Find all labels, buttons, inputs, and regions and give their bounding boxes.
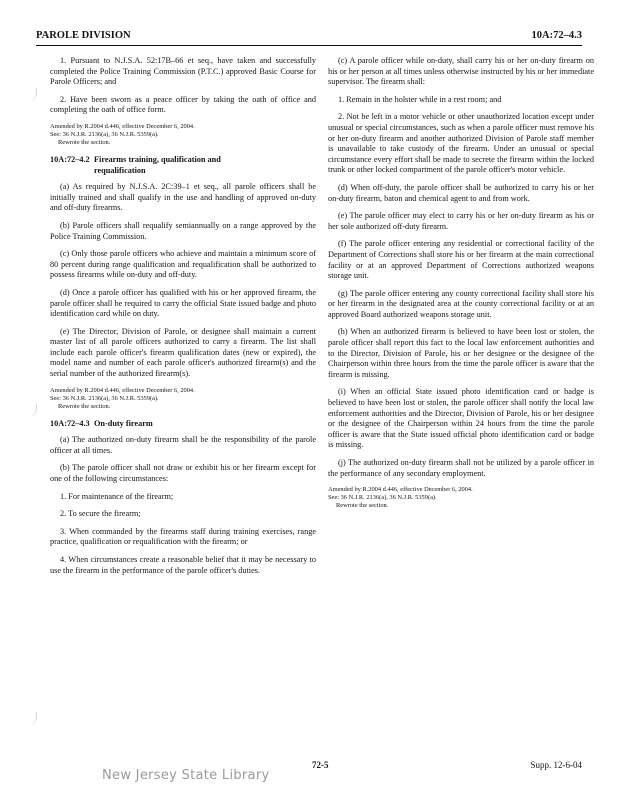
amendment-line: Amended by R.2004 d.446, effective December 6, 2004. <box>328 486 473 494</box>
list-item: 1. For maintenance of the firearm; <box>60 491 174 501</box>
paragraph: (c) A parole officer while on-duty, shall carry his or her on-duty firearm on his or her person at all times unless otherwise instructed by his or her immediate supervisor. The firearm shall: <box>328 56 594 87</box>
margin-mark <box>12 88 37 102</box>
header-section-number: 10A:72–4.3 <box>531 30 582 41</box>
library-stamp: New Jersey State Library <box>102 768 270 783</box>
supplement-date: Supp. 12-6-04 <box>530 760 582 770</box>
paragraph: (e) The Director, Division of Parole, or designee shall maintain a current master list of all parole officers authorized to carry a firearm. The list shall include each parole officer's firearm qualification dates (new or expired), the model name and number of each parole officer's authorized firearm(s) and the serial number of the authorized firearm(s). <box>50 326 316 379</box>
paragraph: (c) Only those parole officers who achieve and maintain a minimum score of 80 percent during range qualification and requalification shall be authorized to possess firearms while on-duty and off-duty. <box>50 249 316 280</box>
section-title: On-duty firearm <box>94 418 153 428</box>
amendment-line: Amended by R.2004 d.446, effective December 6, 2004. <box>50 122 195 130</box>
paragraph: (a) As required by N.J.S.A. 2C:39–1 et seq., all parole officers shall be initially trained and shall qualify in the use and handling of approved on-duty and off-duty firearms. <box>50 182 316 213</box>
paragraph: (b) Parole officers shall requalify semiannually on a range approved by the Police Training Commission. <box>50 220 316 241</box>
running-header <box>36 30 582 44</box>
section-number: 10A:72–4.2 <box>50 154 90 164</box>
amendment-line: Rewrote the section. <box>336 502 389 510</box>
margin-mark <box>12 712 37 726</box>
section-heading <box>50 155 316 176</box>
list-item: 2. Not be left in a motor vehicle or other unauthorized location except under unusual or special circumstances, such as when a parole officer must remove his or her on-duty firearm and another authorized Division of Parole staff member is unavailable to take custody of the firearm. Under an unusual or special circumstance every effort shall be made to secrete the firearm within the locked trunk or other locked compartment of the parole officer's motor vehicle. <box>328 112 594 175</box>
list-item: 4. When circumstances create a reasonable belief that it may be necessary to use the firearm in the performance of the parole officer's duties. <box>50 555 316 575</box>
right-column <box>328 56 594 518</box>
list-item: 2. Have been sworn as a peace officer by taking the oath of office and completing the oath of office form. <box>50 94 316 115</box>
paragraph: (i) When an official State issued photo identification card or badge is believed to have been lost or stolen, the parole officer shall notify the local law enforcement authorities and the Director, Division of Parole, his or her designee or the designee of the Chairperson within 24 hours from the time the parole officer is aware that the State issued official photo identification card or badge is missing. <box>328 387 594 450</box>
list-item: 2. To secure the firearm; <box>60 509 141 519</box>
paragraph: (g) The parole officer entering any county correctional facility shall store his or her firearm in the designated area at the county correctional facility or at an approved Board authorized weapons storage unit. <box>328 288 594 319</box>
amendment-line: Amended by R.2004 d.446, effective December 6, 2004. <box>50 386 195 394</box>
list-item: 1. Remain in the holster while in a rest room; and <box>338 94 502 104</box>
header-rule <box>36 45 582 46</box>
paragraph: (d) Once a parole officer has qualified with his or her approved firearm, the parole officer shall be required to carry the official State issued badge and photo identification card while on duty. <box>50 287 316 319</box>
paragraph: (j) The authorized on-duty firearm shall not be utilized by a parole officer in the performance of any secondary employment. <box>328 458 594 478</box>
paragraph: (d) When off-duty, the parole officer shall be authorized to carry his or her on-duty firearm, baton and chemical agent to and from work. <box>328 182 594 203</box>
left-column <box>50 56 316 583</box>
paragraph: (f) The parole officer entering any residential or correctional facility of the Department of Corrections shall store his or her firearm at the main correctional facility or at an approved Department of Corrections authorized weapons storage unit. <box>328 239 594 281</box>
section-title: Firearms training, qualification and <box>94 154 221 164</box>
list-item: 1. Pursuant to N.J.S.A. 52:17B–66 et seq., have taken and successfully completed the Police Training Commission (P.T.C.) approved Basic Course for Parole Officers; and <box>50 56 316 87</box>
paragraph: (h) When an authorized firearm is believed to have been lost or stolen, the parole officer shall report this fact to the local law enforcement authorities and to the Director, Division of Parole, his or her designee or the designee of the Chairperson within three hours from the time the parole officer is aware that the firearm is missing. <box>328 327 594 379</box>
amendment-line: See: 36 N.J.R. 2136(a), 36 N.J.R. 5359(a). <box>50 394 159 402</box>
amendment-line: See: 36 N.J.R. 2136(a), 36 N.J.R. 5359(a). <box>328 494 437 502</box>
amendment-line: See: 36 N.J.R. 2136(a), 36 N.J.R. 5359(a). <box>50 130 159 138</box>
header-division-title: PAROLE DIVISION <box>36 30 131 41</box>
paragraph: (a) The authorized on-duty firearm shall be the responsibility of the parole officer at all times. <box>50 435 316 455</box>
section-heading <box>50 419 316 430</box>
section-title-continued: requalification <box>94 165 146 175</box>
margin-mark <box>12 404 37 418</box>
amendment-line: Rewrote the section. <box>58 138 111 146</box>
list-item: 3. When commanded by the firearms staff during training exercises, range practice, qualification or requalification with the firearm; or <box>50 526 316 547</box>
paragraph: (e) The parole officer may elect to carry his or her on-duty firearm as his or her sole authorized off-duty firearm. <box>328 211 594 231</box>
page-number: 72-5 <box>312 760 329 770</box>
amendment-line: Rewrote the section. <box>58 402 111 410</box>
amendment-note <box>328 486 594 510</box>
amendment-note <box>50 123 316 147</box>
amendment-note <box>50 387 316 411</box>
paragraph: (b) The parole officer shall not draw or exhibit his or her firearm except for one of the following circumstances: <box>50 463 316 484</box>
section-number: 10A:72–4.3 <box>50 418 90 428</box>
